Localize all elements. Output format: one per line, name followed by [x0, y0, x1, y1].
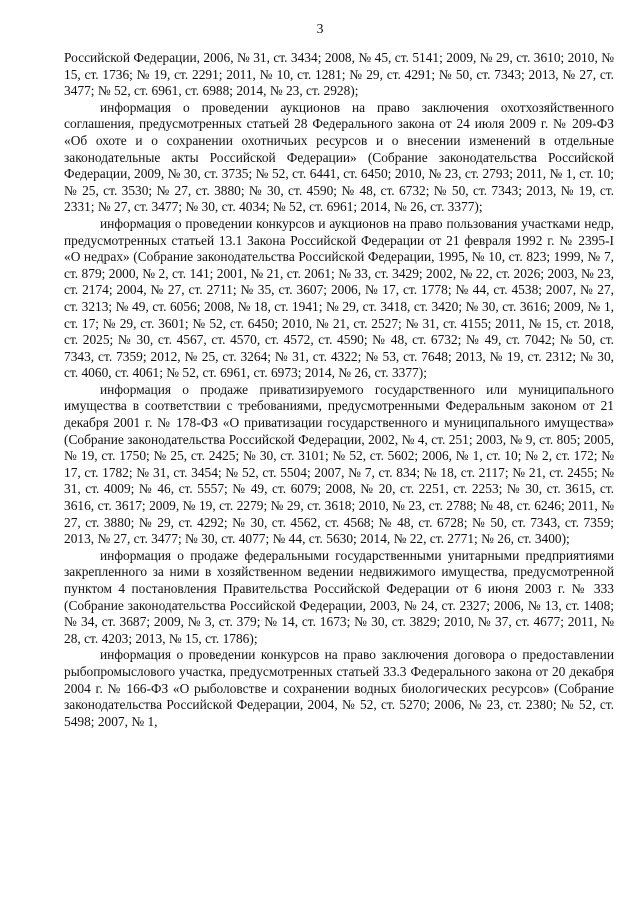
paragraph-fishing-plots: информация о проведении конкурсов на право заключения договора о предоставлении рыбопромыслового участка, предусмотренных статьей 33.3 Федерального закона от 20 декабря 2004 г. № 166-ФЗ «О рыболовстве и сохранении водных биологических ресурсов» (Собрание законодательства Российской Федерации, 2004, № 52, ст. 5270; 2006, № 23, ст. 2380; № 52, ст. 5498; 2007, № 1,: [64, 647, 614, 729]
paragraph-subsoil-auctions: информация о проведении конкурсов и аукционов на право пользования участками недр, предусмотренных статьей 13.1 Закона Российской Федерации от 21 февраля 1992 г. № 2395-I «О недрах» (Собрание законодательства Российской Федерации, 1995, № 10, ст. 823; 1999, № 7, ст. 879; 2000, № 2, ст. 141; 2001, № 21, ст. 2061; № 33, ст. 3429; 2002, № 22, ст. 2026; 2003, № 23, ст. 2174; 2004, № 27, ст. 2711; № 35, ст. 3607; 2006, № 17, ст. 1778; № 44, ст. 4538; 2007, № 27, ст. 3213; № 49, ст. 6056; 2008, № 18, ст. 1941; № 29, ст. 3418, ст. 3420; № 30, ст. 3616; 2009, № 1, ст. 17; № 29, ст. 3601; № 52, ст. 6450; 2010, № 21, ст. 2527; № 31, ст. 4155; 2011, № 15, ст. 2018, ст. 2025; № 30, ст. 4567, ст. 4570, ст. 4572, ст. 4590; № 48, ст. 6732; № 49, ст. 7042; № 50, ст. 7343, ст. 7359; 2012, № 25, ст. 3264; № 31, ст. 4322; № 53, ст. 7648; 2013, № 19, ст. 2312; № 30, ст. 4060, ст. 4061; № 52, ст. 6961, ст. 6973; 2014, № 26, ст. 3377);: [64, 215, 614, 381]
paragraph-hunting-auctions: информация о проведении аукционов на право заключения охотхозяйственного соглашения, предусмотренных статьей 28 Федерального закона от 24 июля 2009 г. № 209-ФЗ «Об охоте и о сохранении охотничьих ресурсов и о внесении изменений в отдельные законодательные акты Российской Федерации» (Собрание законодательства Российской Федерации, 2009, № 30, ст. 3735; № 52, ст. 6441, ст. 6450; 2010, № 23, ст. 2793; 2011, № 1, ст. 10; № 25, ст. 3530; № 27, ст. 3880; № 30, ст. 4590; № 48, ст. 6732; № 50, ст. 7343; 2013, № 19, ст. 2331; № 27, ст. 3477; № 30, ст. 4034; № 52, ст. 6961; 2014, № 26, ст. 3377);: [64, 99, 614, 215]
paragraph-privatization: информация о продаже приватизируемого государственного или муниципального имущества в соответствии с требованиями, предусмотренными Федеральным законом от 21 декабря 2001 г. № 178-ФЗ «О приватизации государственного и муниципального имущества» (Собрание законодательства Российской Федерации, 2002, № 4, ст. 251; 2003, № 9, ст. 805; 2005, № 19, ст. 1750; № 25, ст. 2425; № 30, ст. 3101; № 52, ст. 5602; 2006, № 1, ст. 10; № 2, ст. 172; № 17, ст. 1782; № 31, ст. 3454; № 52, ст. 5504; 2007, № 7, ст. 834; № 18, ст. 2117; № 21, ст. 2455; № 31, ст. 4009; № 46, ст. 5557; № 49, ст. 6079; 2008, № 20, ст. 2251, ст. 2253; № 30, ст. 3615, ст. 3616, ст. 3617; 2009, № 19, ст. 2279; № 29, ст. 3618; 2010, № 23, ст. 2788; № 48, ст. 6246; 2011, № 27, ст. 3880; № 29, ст. 4292; № 30, ст. 4562, ст. 4568; № 48, ст. 6728; № 50, ст. 7343, ст. 7359; 2013, № 27, ст. 3477; № 30, ст. 4077; № 44, ст. 5630; 2014, № 22, ст. 2771; № 26, ст. 3400);: [64, 381, 614, 547]
paragraph-unitary-enterprises: информация о продаже федеральными государственными унитарными предприятиями закрепленного за ними в хозяйственном ведении недвижимого имущества, предусмотренной пунктом 4 постановления Правительства Российской Федерации от 6 июня 2003 г. № 333 (Собрание законодательства Российской Федерации, 2003, № 24, ст. 2327; 2006, № 13, ст. 1408; № 34, ст. 3687; 2009, № 3, ст. 379; № 14, ст. 1673; № 30, ст. 3829; 2010, № 37, ст. 4677; 2011, № 28, ст. 4203; 2013, № 15, ст. 1786);: [64, 547, 614, 646]
document-body: [64, 50, 614, 730]
paragraph-continuation: Российской Федерации, 2006, № 31, ст. 3434; 2008, № 45, ст. 5141; 2009, № 29, ст. 3610; 2010, № 15, ст. 1736; № 19, ст. 2291; 2011, № 10, ст. 1281; № 29, ст. 4291; № 50, ст. 7343; 2013, № 27, ст. 3477; № 52, ст. 6961, ст. 6988; 2014, № 23, ст. 2928);: [64, 50, 614, 99]
page-number: 3: [316, 22, 324, 37]
